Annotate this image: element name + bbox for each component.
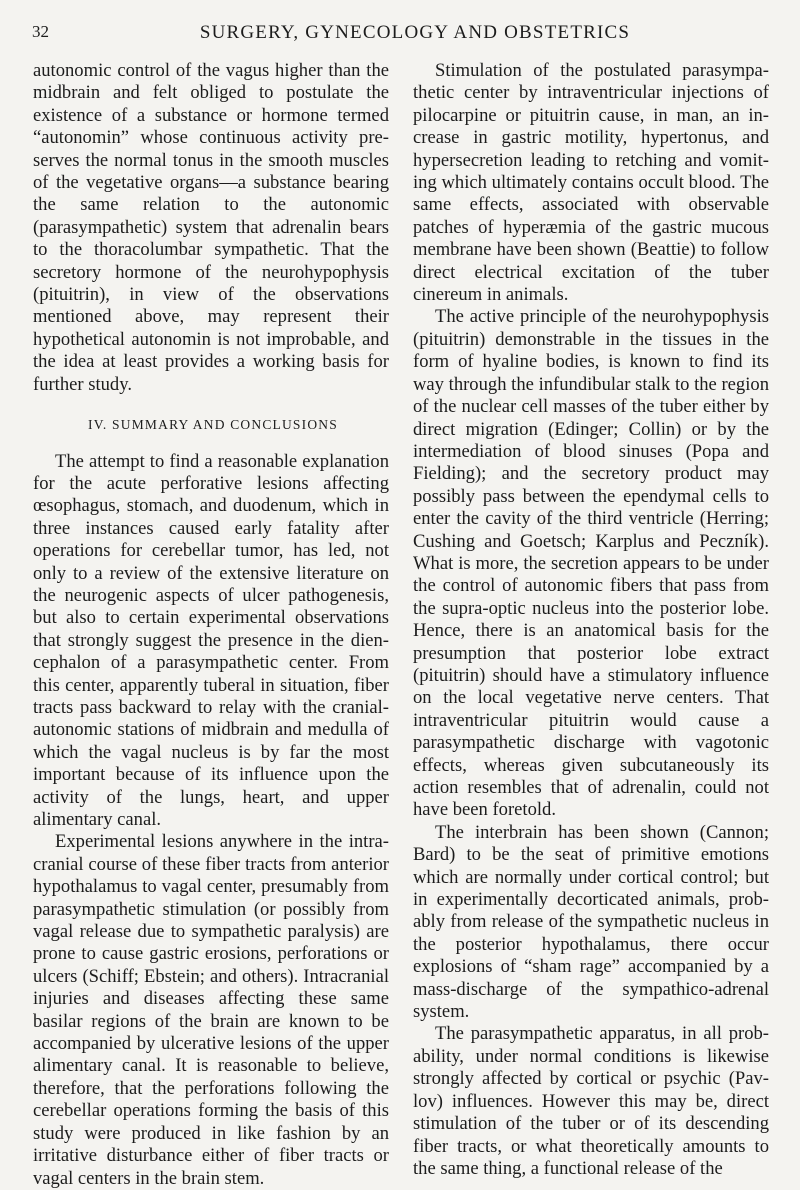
paragraph: The attempt to find a reasonable explanation for the acute perforative lesions affecting œsophagus, stomach, and duodenum, which in three instances caused early fatality after operations for cerebellar tumor, has led, not only to a review of the extensive literature on the neurogenic aspects of ulcer pathogenesis, but also to certain experimental observations that strongly suggest the presence in the diencephalon of a parasympathetic center. From this center, apparently tuberal in situation, fiber tracts pass backward to relay with the cranial-autonomic stations of midbrain and medulla of which the vagal nucleus is by far the most important because of its influence upon the activity of the lungs, heart, and upper alimentary canal. bbox=[33, 450, 389, 830]
paragraph: Stimulation of the postulated parasympathetic center by intraventricular injections of pilocarpine or pituitrin cause, in man, an increase in gastric motility, hypertonus, and hypersecretion leading to retching and vomiting which ultimately contains occult blood. The same effects, associated with observable patches of hyperæmia of the gastric mucous membrane have been shown (Beattie) to follow direct electrical excitation of the tuber cinereum in animals. bbox=[413, 60, 769, 306]
paragraph: The parasympathetic apparatus, in all probability, under normal conditions is likewise strongly affected by cortical or psychic (Pavlov) influences. However this may be, direct stimulation of the tuber or of its descending fiber tracts, or what theoretically amounts to the same thing, a functional release of the bbox=[413, 1023, 769, 1179]
section-heading: IV. SUMMARY AND CONCLUSIONS bbox=[88, 417, 338, 433]
paragraph: The active principle of the neurohypophysis (pituitrin) demonstrable in the tissues in the form of hyaline bodies, is known to find its way through the infundibular stalk to the region of the nuclear cell masses of the tuber either by direct migration (Edinger; Collin) or by the intermediation of blood sinuses (Popa and Fielding); and the secretory product may possibly pass between the ependymal cells to enter the cavity of the third ventricle (Herring; Cushing and Goetsch; Karplus and Peczník). What is more, the secretion appears to be under the control of autonomic fibers that pass from the supra-optic nucleus into the posterior lobe. Hence, there is an anatomical basis for the presumption that posterior lobe extract (pituitrin) should have a stimulatory influence on the local vegetative nerve centers. That intraventricular pituitrin would cause a parasympathetic discharge with vagotonic effects, whereas given subcutaneously its action resembles that of adrenalin, could not have been foretold. bbox=[413, 306, 769, 821]
paragraph: The interbrain has been shown (Cannon; Bard) to be the seat of primitive emotions which are normally under cortical control; but in experimentally decorticated animals, probably from release of the sympathetic nucleus in the posterior hypothalamus, there occur explosions of “sham rage” accompanied by a mass-discharge of the sympathico-adrenal system. bbox=[413, 821, 769, 1023]
left-column bbox=[33, 60, 389, 1190]
page-number: 32 bbox=[32, 22, 49, 41]
paragraph: Experimental lesions anywhere in the intracranial course of these fiber tracts from anterior hypothalamus to vagal center, presumably from parasympathetic stimulation (or possibly from vagal release due to sympathetic paralysis) are prone to cause gastric erosions, perforations or ulcers (Schiff; Ebstein; and others). Intracranial injuries and diseases affecting these same basilar regions of the brain are known to be accompanied by ulcerative lesions of the upper alimentary canal. It is reasonable to believe, therefore, that the perforations following the cerebellar operations forming the basis of this study were produced in like fashion by an irritative disturbance either of fiber tracts or vagal centers in the brain stem. bbox=[33, 831, 389, 1189]
paragraph-continued: autonomic control of the vagus higher than the midbrain and felt obliged to postulate the existence of a substance or hormone termed “autonomin” whose continuous activity preserves the normal tonus in the smooth muscles of the vegetative organs—a substance bearing the same relation to the autonomic (parasympathetic) system that adrenalin bears to the thoracolumbar sympathetic. That the secretory hormone of the neurohypophysis (pituitrin), in view of the observations mentioned above, may represent their hypothetical autonomin is not improbable, and the idea at least provides a working basis for further study. bbox=[33, 60, 389, 395]
right-column bbox=[413, 60, 769, 1180]
running-title: SURGERY, GYNECOLOGY AND OBSTETRICS bbox=[199, 22, 631, 43]
